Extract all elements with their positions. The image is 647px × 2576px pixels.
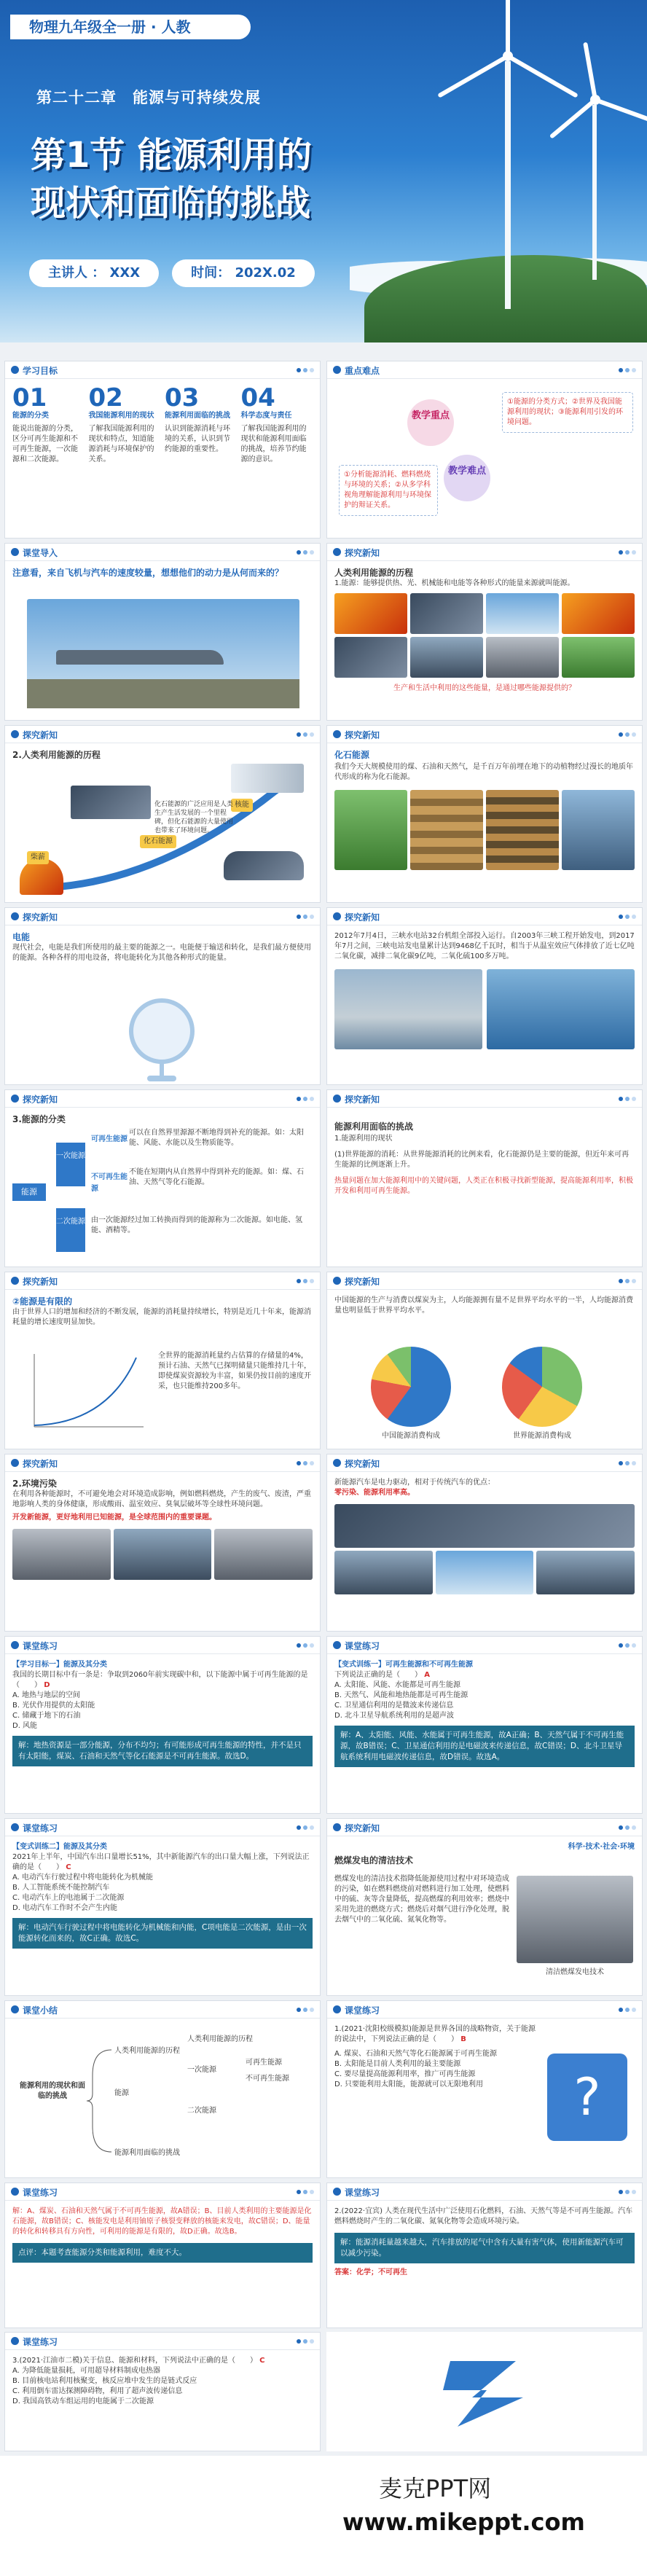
challenge-highlight: 热量问题在加大能源利用中的关键问题，人类正在积极寻找新型能源，提高能源利用率，积极开发和利用可再生能源。: [334, 1177, 633, 1195]
slide-practice-3: [4, 2332, 321, 2451]
bullet-icon: [333, 548, 341, 556]
energy-definition: 1.能源：能够提供热、光、机械能和电能等各种形式的能量来源就叫能源。: [334, 579, 575, 587]
goal-number: 04: [240, 383, 275, 412]
exercise-title: 【学习目标一】能源及其分类: [12, 1661, 107, 1669]
goal-item: [241, 385, 313, 532]
goal-label: 能源利用面临的挑战: [165, 412, 230, 420]
option-c: C. 电动汽车上的电池属于二次能源: [12, 1894, 125, 1902]
slide-exercise-1: [4, 1636, 321, 1814]
brand-logo-icon: [436, 2346, 538, 2434]
option-c: C. 储藏于地下的石油: [12, 1712, 81, 1720]
slide-heading: 探究新知: [345, 548, 380, 558]
ev-station-image: [536, 1551, 635, 1594]
slide-heading: 课堂练习: [23, 1823, 58, 1833]
bullet-icon: [11, 2188, 19, 2196]
slide-heading: 探究新知: [345, 730, 380, 740]
ev-row-image: [334, 1504, 635, 1548]
option-d: D. 风能: [12, 1722, 38, 1730]
answer-mark: B: [460, 2035, 466, 2043]
lesson-title-line2: 现状和面临的挑战: [31, 183, 311, 224]
question-text: 2.(2022·宜宾) 人类在现代生活中广泛使用石化燃料，石油、天然气等是不可再生能源。汽车燃料燃烧时产生的二氧化碳、氮氧化物等会造成环境污染。: [334, 2207, 633, 2225]
fire-image: [334, 593, 407, 634]
question-line: [12, 1852, 313, 1873]
exercise-title: 【变式训练一】可再生能源和不可再生能源: [334, 1661, 473, 1669]
section-title: 电能: [12, 932, 31, 942]
china-energy-text: 中国能源的生产与消费以煤炭为主，人均能源拥有量不足世界平均水平的一半，人均能源消费量也明显低于世界平均水平。: [334, 1296, 633, 1315]
cover-meta: [29, 259, 315, 287]
slide-intro: [4, 543, 321, 721]
primary-energy-node: 一次能源: [56, 1143, 85, 1186]
option-c: C. 要尽量提高能源利用率，推广可再生能源: [334, 2070, 476, 2078]
bullet-icon: [11, 548, 19, 556]
question-text: 3.(2021·江油市二模)关于信息、能源和材料，下列说法中正确的是（ ）: [12, 2357, 257, 2365]
analysis-box: 解：地热资源是一部分能源，分布不均匀；有可能形成可再生能源的特性，并不是只有太阳能，煤炭、石油和天然气等化石能源是不可再生能源。故选D。: [12, 1736, 313, 1766]
bullet-train-image: [231, 764, 304, 793]
time-pill: 时间： 202X.02: [172, 259, 315, 287]
section-title: 2.人类利用能源的历程: [12, 750, 101, 760]
bullet-icon: [11, 1641, 19, 1649]
slide-heading: 课堂练习: [23, 2337, 58, 2347]
question-line: [334, 1670, 635, 1680]
root-node: 能源: [12, 1183, 46, 1201]
goal-item: [165, 385, 237, 532]
logo-panel: [326, 2332, 643, 2451]
chapter-title: 第二十二章 能源与可持续发展: [36, 89, 261, 106]
question-text: 下列说法正确的是（ ）: [334, 1671, 422, 1679]
slide-heading: 课堂练习: [345, 2188, 380, 2198]
slide-summary: [4, 2000, 321, 2178]
renewable-text: 可以在自然界里源源不断地得到补充的能源。如：太阳能、风能、水能以及生物质能等。: [129, 1129, 304, 1147]
goal-number: 02: [88, 383, 123, 412]
leaf-primary: 一次能源: [187, 2066, 216, 2074]
forest-image: [334, 790, 407, 870]
slide-energy-history: [326, 543, 643, 721]
option-b: B. 人工智能系统不能控制汽车: [12, 1884, 110, 1892]
bullet-icon: [333, 912, 341, 920]
goal-number: 01: [12, 383, 47, 412]
goal-text: 能说出能源的分类，区分可再生能源和不可再生能源，一次能源和二次能源。: [12, 425, 78, 463]
factory-smoke-image: [214, 1529, 313, 1580]
key-point-badge: 教学重点: [407, 399, 454, 446]
goal-text: 认识到能源消耗与环境的关系，认识到节约能源的重要性。: [165, 425, 230, 453]
slide-heading: 课堂练习: [345, 1641, 380, 1651]
slide-heading: 探究新知: [345, 1823, 380, 1833]
option-c: C. 利用倒车雷达探测障碍物，利用了超声波传递信息: [12, 2387, 183, 2395]
bullet-icon: [333, 1277, 341, 1285]
tag-firewood: 柴薪: [27, 851, 49, 864]
exercise-title: 【变式训练二】能源及其分类: [12, 1843, 107, 1851]
slide-heading: 课堂练习: [345, 2005, 380, 2016]
section-title: 3.能源的分类: [12, 1114, 66, 1124]
bullet-icon: [333, 1095, 341, 1103]
slide-pollution: [4, 1454, 321, 1632]
bullet-icon: [333, 2005, 341, 2013]
leaf-nonrenewable: 不可再生能源: [246, 2075, 289, 2083]
hard-point-text: ①分析能源消耗、燃料燃烧与环境的关系；②从多学科视角理解能源利用与环境保护的辩证关系。: [339, 465, 438, 516]
bullet-icon: [11, 1277, 19, 1285]
course-ribbon: 物理九年级全一册 · 人教: [10, 15, 251, 39]
option-a: A. 太阳能、风能、水能都是可再生能源: [334, 1681, 461, 1689]
bullet-icon: [11, 1823, 19, 1831]
bullet-icon: [11, 2005, 19, 2013]
secondary-energy-node: 二次能源: [56, 1208, 85, 1252]
ev-highlight: 零污染、能源利用率高。: [334, 1489, 415, 1497]
bullet-icon: [333, 1459, 341, 1467]
option-b: B. 太阳能是目前人类利用的最主要能源: [334, 2060, 461, 2068]
analysis-box: 解：电动汽车行驶过程中将电能转化为机械能和内能，C项电能是二次能源，是由一次能源转化而来的，故C正确。故选C。: [12, 1918, 313, 1949]
question-text: 1.(2021·沈阳校级模拟)能源是世界各国的战略物资，关于能源的说法中，下列说法正确的是（ ）: [334, 2025, 536, 2043]
question-line: [12, 2356, 313, 2366]
bullet-icon: [333, 366, 341, 374]
option-a: A. 煤炭、石油和天然气等化石能源属于可再生能源: [334, 2050, 498, 2058]
hard-point-badge: 教学难点: [444, 455, 490, 501]
bullet-icon: [11, 912, 19, 920]
electric-text: 现代社会，电能是我们所使用的最主要的能源之一。电能便于输送和转化，是我们最方便使用的能源。各种各样的用电设备，将电能转化为其他各种形式的能量。: [12, 944, 311, 962]
dam-diagram-image: [487, 969, 635, 1049]
option-d: D. 北斗卫星导航系统利用的是超声波: [334, 1712, 455, 1720]
bullet-icon: [333, 1641, 341, 1649]
slide-ev: [326, 1454, 643, 1632]
option-d: D. 我国高铁动车组运用的电能属于二次能源: [12, 2397, 154, 2405]
renewable-label: 可再生能源: [91, 1135, 128, 1143]
analysis-box: 解：能源消耗量越来越大，汽车排放的尾气中含有大量有害气体，使用新能源汽车可以减少污染。: [334, 2233, 635, 2263]
slide-exercise-3: [4, 1818, 321, 1996]
slide-heading: 课堂练习: [23, 1641, 58, 1651]
fossil-text: 我们今天大规模使用的煤、石油和天然气，是千百万年前埋在地下的动植物经过漫长的地质年代形成的称为化石能源。: [334, 763, 633, 781]
consumption-curve-icon: [20, 1347, 151, 1441]
slide-heading: 探究新知: [23, 1277, 58, 1287]
section-title: 能源利用面临的挑战: [334, 1121, 414, 1132]
slide-electric-energy: [4, 907, 321, 1085]
section-title: 人类利用能源的历程: [334, 568, 414, 578]
slide-heading: 课堂导入: [23, 548, 58, 558]
question-text: 我国的长期目标中有一条是：争取到2060年前实现碳中和，以下能源中属于可再生能源的是（ ）: [12, 1671, 308, 1689]
option-d: D. 只要能利用太阳能，能源就可以无限地利用: [334, 2080, 484, 2088]
timeline-caption: 化石能源的广泛应用是人类生产生活发展的一个里程碑，但化石能源的大量使用也带来了环境问题。: [154, 801, 234, 834]
slide-heading: 课堂练习: [23, 2188, 58, 2198]
slide-energy-classification: [4, 1089, 321, 1267]
mindmap-brace-icon: [85, 2046, 114, 2156]
slide-challenges: [326, 1089, 643, 1267]
gas-stove-image: [334, 637, 407, 678]
comment-box: 点评：本题考查能源分类和能源利用，难度不大。: [12, 2243, 313, 2263]
section-title: 燃煤发电的清洁技术: [334, 1855, 414, 1866]
answer-mark: C: [66, 1863, 71, 1871]
leaf-secondary: 二次能源: [187, 2107, 216, 2115]
goal-label: 能源的分类: [12, 412, 49, 420]
section-title: 2.环境污染: [12, 1479, 57, 1489]
goal-text: 了解我国能源利用的现状和能源利用面临的挑战，培养节约能源的意识。: [240, 425, 307, 463]
steam-train-image: [71, 786, 151, 819]
slide-heading: 重点难点: [345, 366, 380, 376]
bullet-icon: [11, 2337, 19, 2345]
slide-heading: 探究新知: [23, 730, 58, 740]
leaf-history: 人类利用能源的历程: [187, 2035, 253, 2043]
china-pie-icon: [371, 1347, 451, 1427]
slide-three-gorges: [326, 907, 643, 1085]
bullet-icon: [333, 2188, 341, 2196]
sts-badge: 科学·技术·社会·环境: [568, 1843, 635, 1851]
slide-heading: 探究新知: [345, 912, 380, 923]
option-a: A. 为降低能量损耗，可用超导材料制成电热器: [12, 2367, 161, 2375]
oil-layer-image: [562, 790, 635, 870]
coal-layer-image: [486, 790, 559, 870]
goal-item: [89, 385, 161, 532]
analysis-box: 解：A、太阳能、风能、水能属于可再生能源，故A正确；B、天然气属于不可再生能源，故B错误；C、卫星通信利用的是电磁波来传递信息，故C错误；D、北斗卫星导航系统利用电磁波传递信息，故D错误。故选A。: [334, 1726, 635, 1767]
bullet-icon: [333, 730, 341, 738]
slide-practice-1: [326, 2000, 643, 2178]
slide-heading: 课堂小结: [23, 2005, 58, 2016]
slide-heading: 探究新知: [345, 1459, 380, 1469]
intro-question: 注意看，来自飞机与汽车的速度较量，想想他们的动力是从何而来的？: [12, 568, 284, 578]
cover-slide: [0, 0, 647, 342]
bullet-icon: [11, 1095, 19, 1103]
goal-text: 了解我国能源利用的现状和特点，知道能源消耗与环境保护的关系。: [88, 425, 154, 463]
bullet-icon: [333, 1823, 341, 1831]
slide-heading: 学习目标: [23, 366, 58, 376]
plane-image: [486, 593, 559, 634]
leaf-renewable: 可再生能源: [246, 2059, 282, 2067]
analysis-text: 解：A、煤炭、石油和天然气属于不可再生能源，故A错误；B、目前人类利用的主要能源是化石能源，故B错误；C、核能发电是利用铀原子核裂变释放的核能来发电，故C错误；D、能量的转化和转移具有方向性，可利用的能源是有限的，故D正确。故选B。: [12, 2207, 312, 2236]
slide-exercise-2: [326, 1636, 643, 1814]
question-text: 2021年上半年，中国汽车出口量增长51%，其中新能源汽车的出口量大幅上涨，下列说法正确的是（ ）: [12, 1853, 310, 1871]
china-pie-label: 中国能源消费构成: [382, 1432, 440, 1440]
slide-heading: 探究新知: [345, 1095, 380, 1105]
slide-learning-goals: [4, 361, 321, 539]
power-plant-image: [486, 637, 559, 678]
slide-practice-2: [326, 2182, 643, 2328]
world-pie-label: 世界能源消费构成: [513, 1432, 571, 1440]
farm-image: [562, 637, 635, 678]
bullet-icon: [11, 366, 19, 374]
slide-clean-coal: [326, 1818, 643, 1996]
ev-charging-image: [334, 1551, 433, 1594]
brand-url[interactable]: www.mikeppt.com: [342, 2508, 585, 2536]
clean-coal-text: 燃煤发电的清洁技术指降低能源使用过程中对环境造成的污染，如在燃料燃烧前对燃料进行加工处理，使燃料中的硫、灰等含量降低，提高燃煤的利用效率；燃烧中采用先进的燃烧方式；燃烧后对烟气进行净化处理，脱去烟气中的二氧化硫、氮氧化物等。: [334, 1875, 509, 1924]
answer-mark: C: [259, 2357, 265, 2365]
smokestack-image: [12, 1529, 111, 1580]
furnace-image: [562, 593, 635, 634]
slide-fossil-energy: [326, 725, 643, 903]
energy-question: 生产和生活中利用的这些能量，是通过哪些能源提供的？: [393, 684, 576, 692]
lesson-title-line1: 第1节 能源利用的: [31, 135, 313, 176]
lecturer-pill: 主讲人 ： XXX: [29, 259, 159, 287]
reserves-text: 全世界的能源消耗量约占估算的存储量的4%，预计石油、天然气已探明储量只能维持几十年，即使煤炭资源较为丰富，如果仍按目前的速度开采，也只能维持200多年。: [158, 1352, 311, 1390]
city-night-image: [410, 637, 483, 678]
ev-text: 新能源汽车是电力驱动，相对于传统汽车的优点：: [334, 1479, 495, 1487]
jet-race-image: [27, 599, 299, 708]
answer-text: 答案：化学；不可再生: [334, 2268, 407, 2276]
slide-practice-1-analysis: [4, 2182, 321, 2328]
pollution-text: 在利用各种能源时，不可避免地会对环境造成影响，例如燃料燃烧，产生的废气、废渣，严重地影响人类的身体健康，形成酸雨、温室效应、臭氧层破坏等全球性环境问题。: [12, 1490, 311, 1508]
tag-nuclear: 核能: [231, 799, 253, 812]
dam-image: [334, 969, 482, 1049]
goal-item: [12, 385, 85, 532]
mindmap-root: 能源利用的现状和面临的挑战: [20, 2082, 85, 2100]
secondary-text: 由一次能源经过加工转换而得到的能源称为二次能源。如电能、氢能、酒精等。: [91, 1216, 302, 1234]
nonrenewable-text: 不能在短期内从自然界中得到补充的能源。如：煤、石油、天然气等化石能源。: [129, 1168, 304, 1186]
question-line: [12, 1670, 313, 1691]
slide-heading: 探究新知: [23, 912, 58, 923]
pollution-highlight: 开发新能源，更好地利用已知能源，是全球范围内的重要课题。: [12, 1514, 216, 1522]
goal-label: 我国能源利用的现状: [88, 412, 154, 420]
branch-energy: 能源: [114, 2089, 129, 2097]
slide-energy-timeline: [4, 725, 321, 903]
slide-china-energy: [326, 1272, 643, 1449]
section-title: 化石能源: [334, 750, 370, 760]
slide-key-points: [326, 361, 643, 539]
option-a: A. 电动汽车行驶过程中将电能转化为机械能: [12, 1874, 154, 1882]
goal-label: 科学态度与责任: [240, 412, 292, 420]
slide-limited-energy: [4, 1272, 321, 1449]
option-b: B. 光伏作用提供的太阳能: [12, 1702, 95, 1710]
key-point-text: ①能源的分类方式；②世界及我国能源利用的现状；③能源利用引发的环境问题。: [502, 392, 633, 433]
option-c: C. 卫星通信利用的是微波来传递信息: [334, 1702, 454, 1710]
slide-heading: 探究新知: [23, 1095, 58, 1105]
option-b: B. 目前核电站利用核聚变，核反应堆中发生的是链式反应: [12, 2377, 197, 2385]
smog-image: [114, 1529, 212, 1580]
strata-image: [410, 790, 483, 870]
answer-mark: A: [424, 1671, 430, 1679]
branch-history: 人类利用能源的历程: [114, 2047, 180, 2055]
goal-number: 03: [165, 383, 200, 412]
challenge-text: (1)世界能源的消耗：从世界能源消耗的比例来看，化石能源仍是主要的能源，但近年来可再生能源的比例逐渐上升。: [334, 1151, 630, 1169]
bullet-icon: [11, 1459, 19, 1467]
ev-car-image: [436, 1551, 534, 1594]
nonrenewable-label: 不可再生能源: [91, 1173, 128, 1193]
section-subtitle: 1.能源利用的现状: [334, 1135, 393, 1143]
limited-text: 由于世界人口的增加和经济的不断发展，能源的消耗量持续增长，特别是近几十年来，能源消耗量的增长速度明显加快。: [12, 1308, 311, 1326]
world-pie-icon: [502, 1347, 582, 1427]
brand-name: 麦克PPT网: [379, 2475, 492, 2502]
option-d: D. 电动汽车工作时不会产生内能: [12, 1904, 118, 1912]
question-mark-icon: ?: [547, 2054, 627, 2141]
option-b: B. 天然气、风能和地热能都是可再生能源: [334, 1691, 468, 1699]
footer-watermark: [0, 2456, 647, 2576]
slide-heading: 探究新知: [345, 1277, 380, 1287]
three-gorges-text: 2012年7月4日，三峡水电站32台机组全部投入运行。自2003年三峡工程开始发电，到2017年7月之间，三峡电站发电量累计达到9468亿千瓦时，相当于从温室效应气体排放了近七亿吨二氧化碳，减排二氧化碳9亿吨，二氧化硫100多万吨。: [334, 932, 635, 960]
tag-fossil: 化石能源: [140, 835, 176, 848]
car-image: [224, 851, 304, 880]
section-title: ②能源是有限的: [12, 1296, 73, 1307]
answer-mark: D: [44, 1681, 50, 1689]
factory-image: [410, 593, 483, 634]
clean-plant-image: [517, 1876, 633, 1963]
option-a: A. 地热与地层的空间: [12, 1691, 81, 1699]
slide-heading: 探究新知: [23, 1459, 58, 1469]
lesson-title: [31, 131, 312, 227]
image-caption: 清洁燃煤发电技术: [546, 1968, 604, 1976]
branch-challenge: 能源利用面临的挑战: [114, 2149, 180, 2157]
question-line: [334, 2024, 538, 2045]
fan-icon: [129, 998, 195, 1064]
bullet-icon: [11, 730, 19, 738]
